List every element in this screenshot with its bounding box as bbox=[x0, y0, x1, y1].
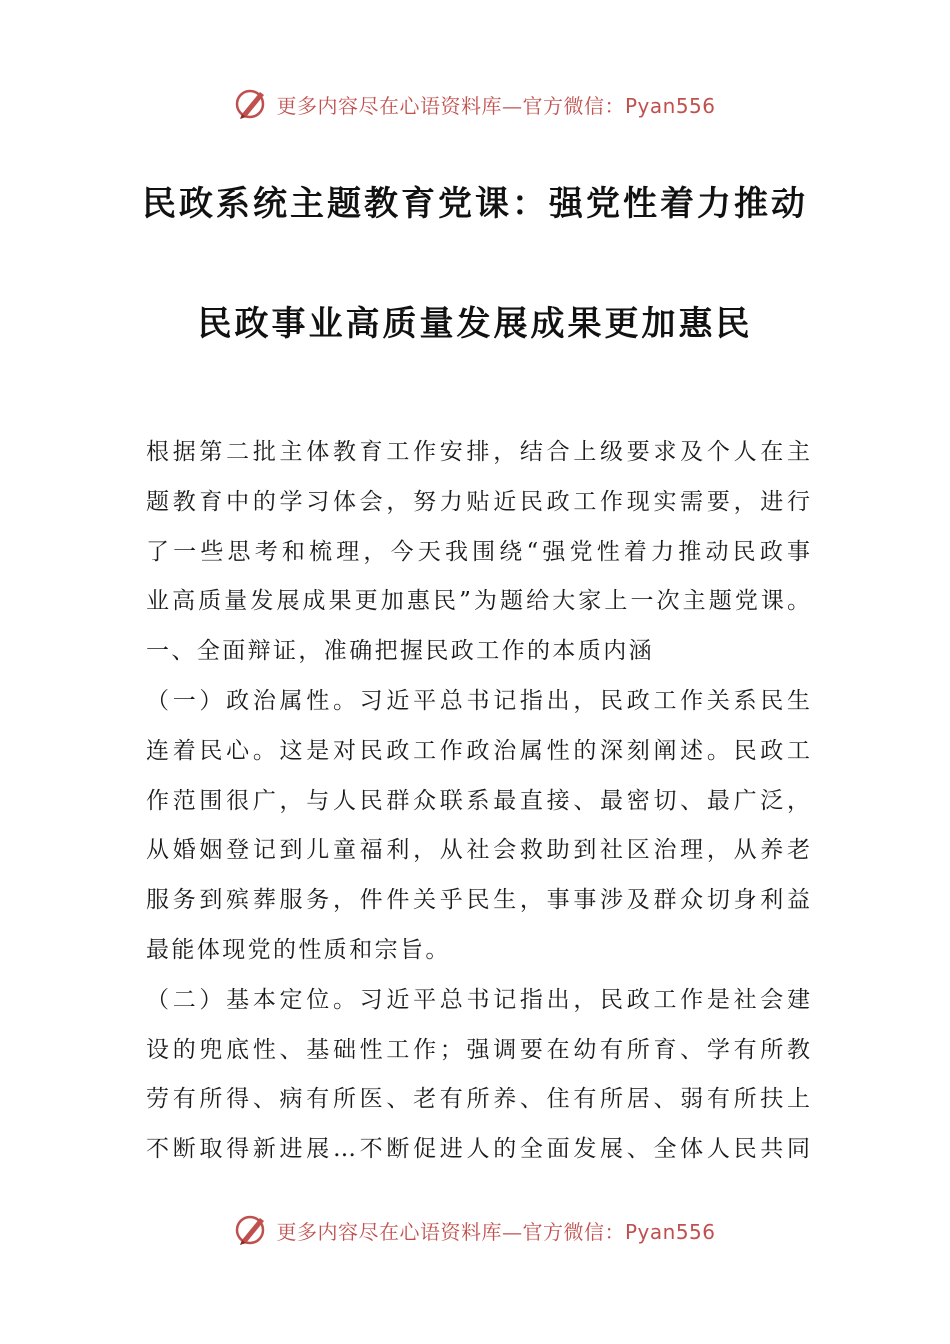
body-line: 最能体现党的性质和宗旨。 bbox=[146, 936, 451, 963]
watermark-text: 更多内容尽在心语资料库—官方微信：Pyan556 bbox=[276, 93, 716, 118]
body-line: （一）政治属性。习近平总书记指出，民政工作关系民生 bbox=[146, 687, 810, 714]
document-title-line-1: 民政系统主题教育党课：强党性着力推动 bbox=[142, 184, 808, 224]
body-line: 劳有所得、病有所医、老有所养、住有所居、弱有所扶上 bbox=[146, 1086, 810, 1113]
body-line: 设的兜底性、基础性工作；强调要在幼有所育、学有所教 bbox=[146, 1036, 810, 1063]
body-line: 了一些思考和梳理，今天我围绕“强党性着力推动民政事 bbox=[146, 538, 810, 565]
body-line: 作范围很广，与人民群众联系最直接、最密切、最广泛， bbox=[146, 787, 810, 814]
footer-watermark-banner bbox=[0, 1208, 950, 1252]
body-line: 连着民心。这是对民政工作政治属性的深刻阐述。民政工 bbox=[146, 737, 810, 764]
header-watermark-banner bbox=[0, 82, 950, 126]
pen-logo-icon bbox=[234, 86, 270, 122]
body-line: 题教育中的学习体会，努力贴近民政工作现实需要，进行 bbox=[146, 488, 810, 515]
body-line: （二）基本定位。习近平总书记指出，民政工作是社会建 bbox=[146, 986, 810, 1013]
document-title-line-2: 民政事业高质量发展成果更加惠民 bbox=[197, 304, 753, 344]
watermark-text: 更多内容尽在心语资料库—官方微信：Pyan556 bbox=[276, 1219, 716, 1244]
body-line: 从婚姻登记到儿童福利，从社会救助到社区治理，从养老 bbox=[146, 837, 810, 864]
body-line: 根据第二批主体教育工作安排，结合上级要求及个人在主 bbox=[146, 439, 810, 465]
body-line: 服务到殡葬服务，件件关乎民生，事事涉及群众切身利益 bbox=[146, 887, 810, 914]
section-heading: 一、全面辩证，准确把握民政工作的本质内涵 bbox=[146, 638, 654, 665]
body-line: 不断取得新进展…不断促进人的全面发展、全体人民共同 bbox=[146, 1136, 810, 1163]
body-line: 业高质量发展成果更加惠民”为题给大家上一次主题党课。 bbox=[146, 588, 810, 615]
pen-logo-icon bbox=[234, 1212, 270, 1248]
document-body bbox=[146, 428, 810, 1175]
